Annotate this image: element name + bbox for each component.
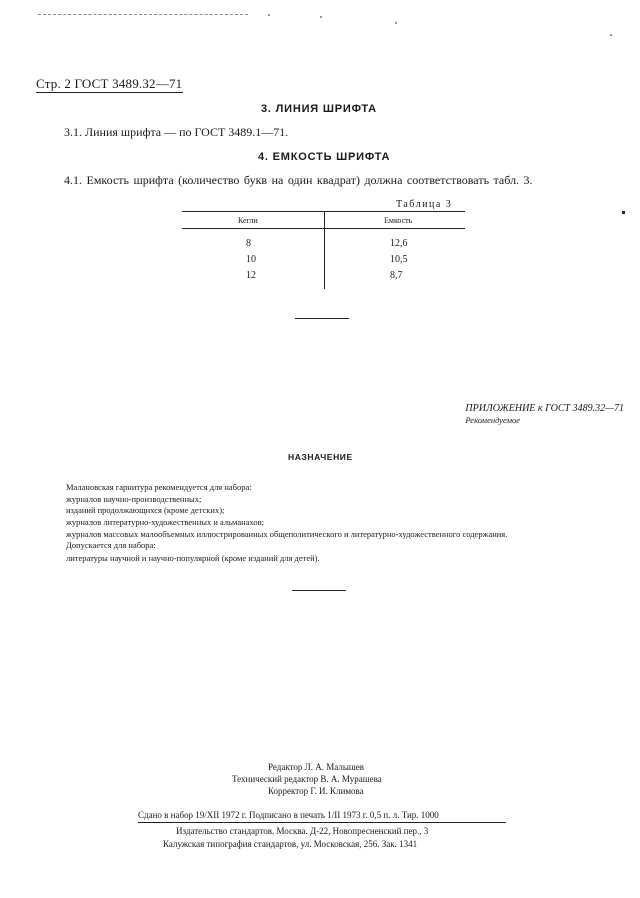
page-header: Стр. 2 ГОСТ 3489.32—71 xyxy=(36,76,183,91)
table-cell: 12 xyxy=(246,270,256,281)
appendix-status: Рекомендуемое xyxy=(465,415,521,425)
purpose-line: журналов массовых малообъемных иллюстрированных общеполитического и литературно-художественного содержания. xyxy=(66,529,508,539)
scan-artifact-line xyxy=(38,14,248,15)
table-cell: 10,5 xyxy=(390,254,408,265)
table-cell: 12,6 xyxy=(390,238,408,249)
section-divider xyxy=(295,318,349,319)
scan-artifact-dot xyxy=(395,22,397,24)
purpose-line: журналов литературно-художественных и альманахов; xyxy=(66,517,264,527)
purpose-title: НАЗНАЧЕНИЕ xyxy=(288,452,353,462)
purpose-line: Допускается для набора: xyxy=(66,540,156,550)
section-3-item: 3.1. Линия шрифта — по ГОСТ 3489.1—71. xyxy=(64,125,289,139)
scan-artifact-dot xyxy=(320,16,322,18)
section-4-title: 4. ЕМКОСТЬ ШРИФТА xyxy=(258,151,391,163)
credit-proofreader: Корректор Г. И. Климова xyxy=(268,786,364,796)
table-header-cell: Кегли xyxy=(238,216,258,225)
purpose-line: Малановская гарнитура рекомендуется для набора: xyxy=(66,482,252,492)
table-header-rule xyxy=(182,228,465,229)
credit-editor: Редактор Л. А. Малышев xyxy=(268,762,365,772)
scan-artifact-dot xyxy=(610,34,612,36)
imprint-line: Сдано в набор 19/XII 1972 г. Подписано в печать 1/II 1973 г. 0,5 п. л. Тир. 1000 xyxy=(138,810,439,820)
section-4-item: 4.1. Емкость шрифта (количество букв на один квадрат) должна соответствовать табл. 3. xyxy=(64,173,533,187)
table-cell: 8 xyxy=(246,238,251,249)
table-column-divider xyxy=(324,211,325,289)
table-caption: Таблица 3 xyxy=(396,199,453,210)
section-divider xyxy=(292,590,346,591)
purpose-line: изданий продолжающихся (кроме детских); xyxy=(66,505,225,515)
appendix-block xyxy=(465,403,624,425)
header-underline xyxy=(36,92,183,93)
appendix-title: ПРИЛОЖЕНИЕ к ГОСТ 3489.32—71 xyxy=(465,403,624,414)
table-header-cell: Емкость xyxy=(384,216,413,225)
purpose-line: литературы научной и научно-популярной (кроме изданий для детей). xyxy=(66,553,320,563)
section-3-title: 3. ЛИНИЯ ШРИФТА xyxy=(261,103,377,115)
imprint-rule xyxy=(138,822,506,823)
table-cell: 10 xyxy=(246,254,256,265)
scan-artifact-mark xyxy=(622,211,625,214)
imprint-line: Калужская типография стандартов, ул. Московская, 256. Зак. 1341 xyxy=(163,839,418,849)
purpose-line: журналов научно-производственных; xyxy=(66,494,202,504)
table-cell: 8,7 xyxy=(390,270,403,281)
scan-artifact-dot xyxy=(268,14,270,16)
imprint-line: Издательство стандартов. Москва. Д-22, Новопресненский пер., 3 xyxy=(176,826,429,836)
credit-tech-editor: Технический редактор В. А. Мурашева xyxy=(232,774,382,784)
